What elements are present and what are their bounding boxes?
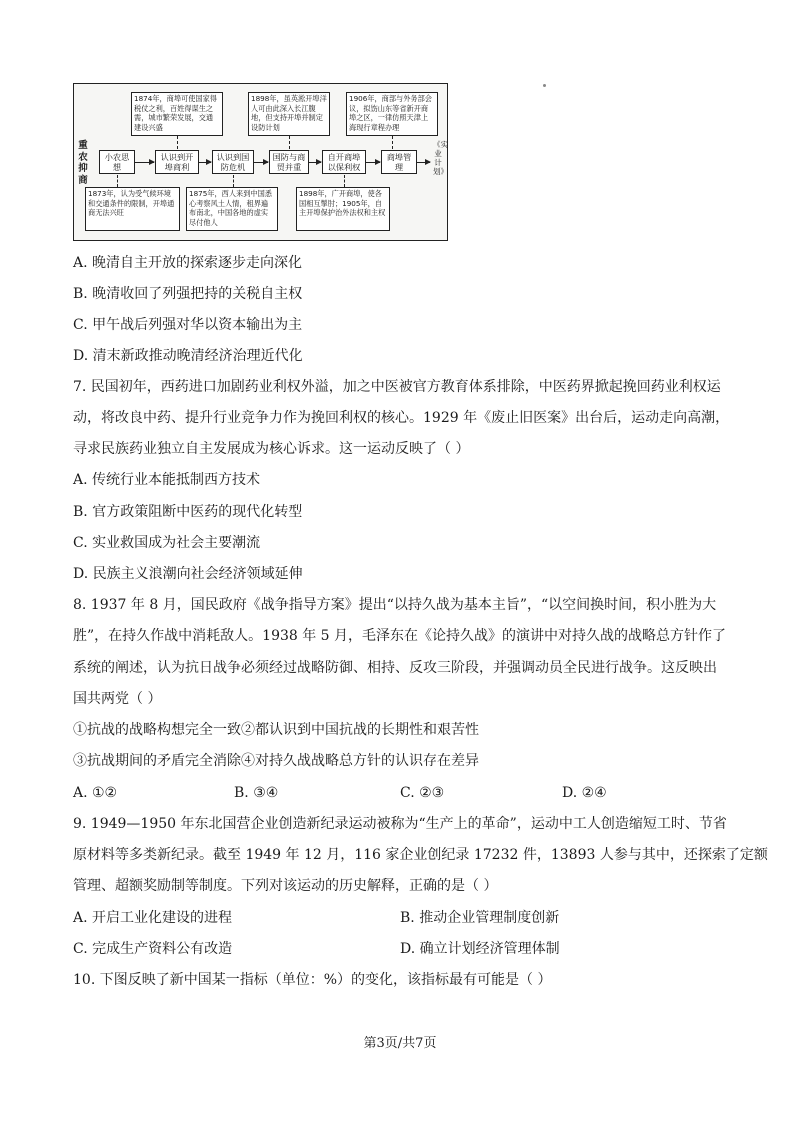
diagram-bottom-note-2: 1875年，西人来到中国悉心考察风土人情，租界遍布南北，中国各地的虚实尽付他人 [186,187,278,231]
connector-bottom-2 [233,175,234,187]
q9-stem-line-3: 管理、超额奖励制等制度。下列对该运动的历史解释，正确的是（ ） [73,878,498,894]
q6-option-a: A. 晚清自主开放的探索逐步走向深化 [73,255,303,271]
q8-statements-line-1: ①抗战的战略构想完全一致②都认识到中国抗战的长期性和艰苦性 [73,722,479,738]
q8-stem-line-1: 8. 1937 年 8 月，国民政府《战争指导方案》提出“以持久战为基本主旨”，“以空间换时间，积小胜为大 [73,597,717,613]
q9-option-d: D. 确立计划经济管理体制 [400,941,560,957]
connector-bottom-3 [344,175,345,187]
diagram-top-note-3: 1906年，商部与外务部会议，拟饬山东等省新开商埠之区，一律仿照天津上海现行章程办理 [346,92,438,136]
q7-option-d: D. 民族主义浪潮向社会经济领域延伸 [73,566,303,582]
connector-top-1 [177,136,178,149]
diagram-top-note-1: 1874年，商埠可使国家得税仗之利，百姓得谋生之需，城市繁荣发展，交通建设兴盛 [131,92,223,136]
arrow-6 [417,162,430,163]
q8-stem-line-4: 国共两党（ ） [73,691,162,707]
diagram-stage-1: 小农思想 [99,150,135,174]
q6-option-b: B. 晚清收回了列强把持的关税自主权 [73,286,303,302]
arrow-1 [135,162,154,163]
q6-option-d: D. 清末新政推动晚清经济治理近代化 [73,348,303,364]
arrow-2 [199,162,211,163]
diagram-stage-2: 认识到开埠商利 [155,150,199,174]
diagram-right-label: 《实业计划》 [433,140,448,176]
connector-top-3 [392,136,393,149]
diagram-stage-3: 认识到国防危机 [212,150,254,174]
q9-stem-line-2: 原材料等多类新纪录。截至 1949 年 12 月，116 家企业创纪录 17232 件，13893 人参与其中，还探索了定额 [73,847,768,863]
diagram-bottom-note-1: 1873年，认为受气候环境和交通条件的限制，开埠通商无法兴旺 [85,187,180,231]
diagram-bottom-note-3: 1898年，广开商埠，使各国相互掣肘；1905年，自主开埠保护治外法权和主权 [296,187,390,231]
q6-option-c: C. 甲午战后列强对华以资本输出为主 [73,317,303,333]
q10-stem: 10. 下图反映了新中国某一指标（单位：%）的变化，该指标最有可能是（ ） [73,972,552,988]
connector-top-2 [289,136,290,149]
q8-stem-line-2: 胜”，在持久作战中消耗敌人。1938 年 5 月，毛泽东在《论持久战》的演讲中对持久战的战略总方针作了 [73,628,727,644]
arrow-3 [254,162,268,163]
q9-option-c: C. 完成生产资料公有改造 [73,941,233,957]
diagram-stage-4: 国防与商贸并重 [269,150,309,174]
q8-stem-line-3: 系统的阐述，认为抗日战争必须经过战略防御、相持、反攻三阶段，并强调动员全民进行战争。这反映出 [73,660,717,676]
scan-speck [543,84,546,87]
q9-option-b: B. 推动企业管理制度创新 [400,910,560,926]
arrow-5 [366,162,380,163]
q8-option-b: B. ③④ [234,785,279,801]
q7-option-b: B. 官方政策阻断中医药的现代化转型 [73,504,303,520]
q9-stem-line-1: 9. 1949—1950 年东北国营企业创造新纪录运动被称为“生产上的革命”，运动中工人创造缩短工时、节省 [73,816,727,832]
diagram-stage-6: 商埠管理 [381,150,417,174]
diagram-stage-5: 自开商埠以保利权 [322,150,366,174]
q7-stem-line-2: 动，将改良中药、提升行业竞争力作为挽回利权的核心。1929 年《废止旧医案》出台后，运动走向高潮， [73,410,730,426]
q8-option-d: D. ②④ [562,785,607,801]
q7-option-a: A. 传统行业本能抵制西方技术 [73,472,261,488]
q7-stem-line-3: 寻求民族药业独立自主发展成为核心诉求。这一运动反映了（ ） [73,441,470,457]
policy-evolution-diagram [73,83,448,241]
q8-option-c: C. ②③ [400,785,445,801]
q8-option-a: A. ①② [73,785,118,801]
connector-bottom-1 [117,175,118,187]
diagram-left-label: 重农抑商 [78,140,88,186]
diagram-top-note-2: 1898年，虽英淞开埠洋人可由此深入长江腹地，但支持开埠并制定设防计划 [248,92,330,136]
q9-option-a: A. 开启工业化建设的进程 [73,910,233,926]
page-number-footer: 第3页/共7页 [363,1036,437,1051]
q8-statements-line-2: ③抗战期间的矛盾完全消除④对持久战战略总方针的认识存在差异 [73,753,479,769]
q7-option-c: C. 实业救国成为社会主要潮流 [73,535,261,551]
arrow-4 [309,162,321,163]
q7-stem-line-1: 7. 民国初年，西药进口加剧药业利权外溢，加之中医被官方教育体系排除，中医药界掀起挽回药业利权运 [73,379,721,395]
